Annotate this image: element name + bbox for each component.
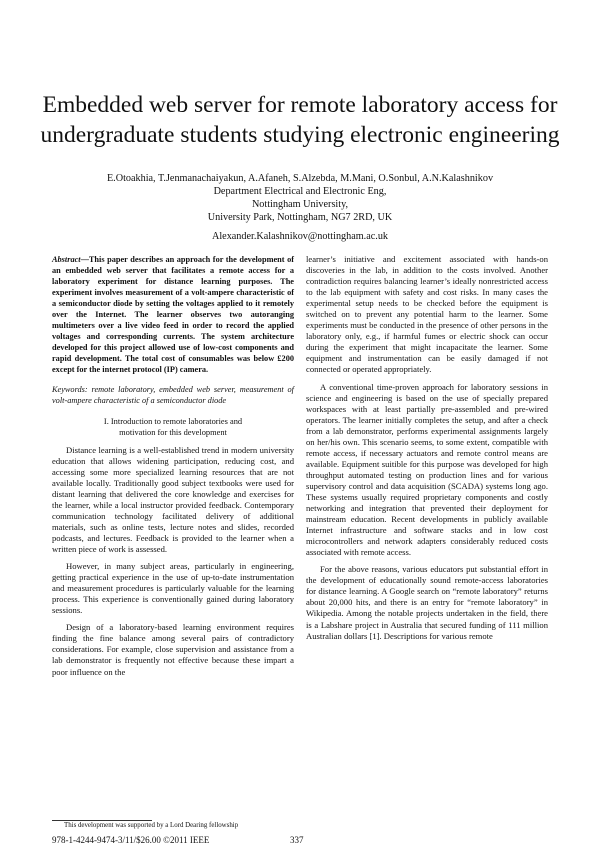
footnote: This development was supported by a Lord Dearing fellowship	[64, 822, 239, 829]
body-paragraph: A conventional time-proven approach for laboratory sessions in science and engineering is based on the use of specially prepared workspaces with at least partially pre-assembled and pre-wired operators. The learner initially completes the setup, and after a check from a lab demonstrator, performs experimental assignments largely on her/his own. This scenario seems, to some extent, compatible with remote access, if necessary actuators and remote control means are available. Equipment suitible for this purpose was developed for high throughput automated testing on production lines and for various supervisory control and data acquisition (SCADA) systems long ago. These systems usually required proprietary components and costly networking and integration that prevented their deployment for mainstream education. Recent developments in publicly available Internet infrastructure and software stacks and in low cost microcontrollers and network adapters considerably reduced costs associated with remote access.	[306, 381, 548, 558]
abstract	[52, 254, 294, 376]
body-paragraph: learner’s initiative and excitement associated with hands-on discoveries in the lab, in addition to the costs involved. Another contradiction requires balancing learner’s ideally nonrestricted access to the lab equipment with safety and cost risks. In many cases the experimental setup needs to be checked before the equipment is switched on to prevent any potential harm to the learner. Some experiments must be conducted in the presence of other persons in the laboratory only, e.g., if harmful fumes or electric shock can occur during the experiment that might incapacitate the learner. Some equipment and instrumentation can be easily damaged if not connected or operated appropriately.	[306, 254, 548, 375]
body-paragraph: Design of a laboratory-based learning environment requires finding the fine balance among several pairs of contradictory considerations. For example, close supervision and assistance from a lab demonstrator is frequently not effective because these impart a poor influence on the	[52, 622, 294, 677]
page-number: 337	[290, 835, 304, 845]
section-heading-1	[52, 416, 294, 438]
paper-title	[0, 90, 600, 150]
section-heading-line-1: I. Introduction to remote laboratories and	[103, 416, 243, 426]
left-column	[52, 254, 294, 684]
affiliation-line-1: Department Electrical and Electronic Eng,	[213, 186, 387, 197]
author-list: E.Otoakhia, T.Jenmanachaiyakun, A.Afaneh, S.Alzebda, M.Mani, O.Sonbul, A.N.Kalashnikov	[106, 173, 494, 184]
isbn-copyright: 978-1-4244-9474-3/11/$26.00 ©2011 IEEE	[52, 835, 210, 845]
keywords: Keywords: remote laboratory, embedded web server, measurement of volt-ampere characteristic of a semiconductor diode	[52, 384, 294, 405]
section-heading-line-2: motivation for this development	[119, 427, 227, 437]
title-line-1: Embedded web server for remote laboratory access for	[42, 92, 558, 118]
author-block	[0, 172, 600, 243]
footnote-divider	[52, 820, 152, 821]
body-paragraph: For the above reasons, various educators put substantial effort in the development of educationally sound remote-access laboratories for distance learning. A Google search on “remote laboratory” returns about 20,000 hits, and there is an entry for “remote laboratory” in Wikipedia. Among the notable projects undertaken in the field, there is a Labshare project in Australia that secured funding of 111 million Australian dollars [1]. Descriptions for various remote	[306, 564, 548, 641]
title-line-2: undergraduate students studying electronic engineering	[40, 122, 560, 148]
abstract-text: —This paper describes an approach for the development of an embedded web server that facilitates a remote access for a laboratory experiment for distance learning purposes. The experiment involves measurement of a volt-ampere characteristic of a semiconductor diode by setting the voltages applied to it remotely over the Internet. The learner observes two autoranging multimeters over a live video feed in order to record the applied voltages and corresponding currents. The system architecture developed for this project allowed use of low-cost components and rapid development. The total cost of consumables was below £200 except for the internet protocol (IP) camera.	[52, 255, 294, 375]
body-paragraph: Distance learning is a well-established trend in modern university education that allows widening participation, reducing cost, and accessing some more specialized learning resources that are not available locally. Traditionally good subject textbooks were used for distant learning that delivered the core knowledge and exercises for the learner, while a local instructor provided feedback. Contemporary communication technology facilitated delivery of additional materials, such as online tests, lecture notes and slides, recorded podcasts, and lectures. Feedback is provided to the learner when a written piece of work is assessed.	[52, 444, 294, 555]
body-paragraph: However, in many subject areas, particularly in engineering, getting practical experience in the use of up-to-date instrumentation and measurement procedures is particularly valuable for the learning process. This experience is conventionally gained during laboratory sessions.	[52, 561, 294, 616]
right-column	[306, 254, 548, 648]
affiliation-line-2: Nottingham University,	[251, 199, 349, 210]
author-email: Alexander.Kalashnikov@nottingham.ac.uk	[211, 231, 389, 242]
abstract-lead: Abstract	[52, 255, 81, 264]
affiliation-line-3: University Park, Nottingham, NG7 2RD, UK	[207, 212, 393, 223]
